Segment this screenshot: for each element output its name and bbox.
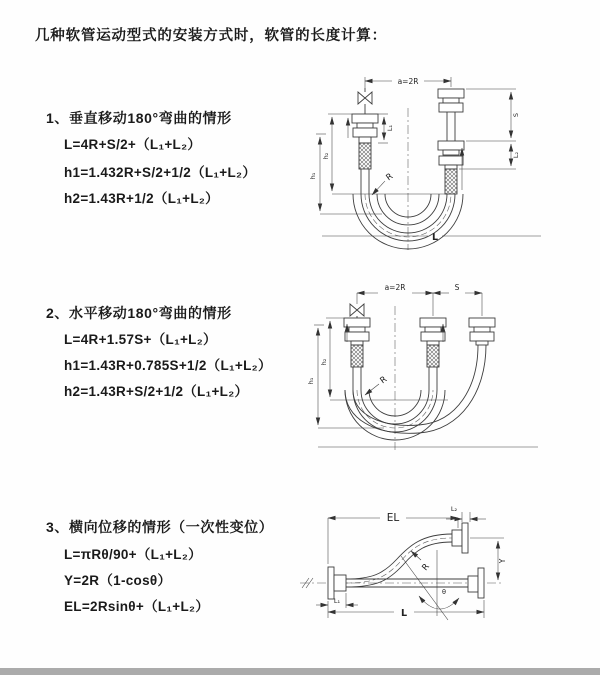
section-1-formula-h2: h2=1.43R+1/2（L₁+L₂）: [64, 191, 219, 206]
dim-s: [466, 89, 520, 141]
section-3-formula-L: L=πRθ/90+（L₁+L₂）: [64, 547, 202, 562]
scan-edge-shadow: [0, 668, 600, 675]
dim-l2: [446, 505, 486, 522]
dim-h2-label: h₂: [322, 152, 330, 160]
dim-l1-label: L₁: [333, 597, 341, 605]
dim-l1-label: L₁: [386, 124, 394, 132]
page-title: 几种软管运动型式的安装方式时，软管的长度计算：: [35, 28, 387, 44]
dim-l1: [316, 593, 358, 608]
middle-fitting: [420, 318, 446, 390]
length-label: L: [431, 232, 439, 243]
hose-u-bend: [353, 194, 463, 249]
section-1-formula-h1: h1=1.432R+S/2+1/2（L₁+L₂）: [64, 165, 257, 180]
dim-y: [470, 538, 507, 580]
dim-s-label: S: [454, 283, 460, 292]
section-1-heading: 1、垂直移动180°弯曲的情形: [46, 110, 232, 126]
dim-a2r-label: a=2R: [397, 77, 419, 86]
diagram-horizontal-180-bend: [306, 278, 598, 460]
dim-length: [322, 232, 541, 243]
section-1-formula-L: L=4R+S/2+（L₁+L₂）: [64, 137, 202, 152]
section-2-heading: 2、水平移动180°弯曲的情形: [46, 305, 232, 321]
valve-icon: [358, 88, 372, 114]
valve-icon: [350, 304, 364, 318]
angle-label: θ: [442, 588, 446, 596]
dim-l2: [459, 144, 520, 169]
right-fitting-moved: [469, 318, 495, 345]
radius-label: R: [384, 171, 396, 184]
dim-h2-label: h₂: [320, 358, 328, 366]
left-fitting: [344, 318, 370, 390]
dim-s-label: S: [512, 112, 520, 118]
section-2-formula-L: L=4R+1.57S+（L₁+L₂）: [64, 332, 217, 347]
dim-y-label: Y: [498, 558, 507, 564]
radius-label: R: [420, 561, 432, 573]
diagram-lateral-displacement: [298, 498, 598, 648]
radius-callout: [372, 172, 395, 195]
length-label: L: [400, 608, 408, 619]
radius-label: R: [378, 374, 390, 387]
upper-flange-moved: [452, 523, 468, 553]
dim-l2-label: L₂: [450, 505, 458, 513]
section-2-formula-h2: h2=1.43R+S/2+1/2（L₁+L₂）: [64, 384, 249, 399]
dim-l1: [378, 114, 394, 143]
left-flange: [328, 567, 346, 599]
dim-h1-label: h₁: [309, 172, 317, 180]
dim-l2-label: L₂: [512, 151, 520, 159]
right-flange-original: [468, 568, 484, 598]
dim-s: [433, 283, 482, 316]
section-2-formula-h1: h1=1.43R+0.785S+1/2（L₁+L₂）: [64, 358, 272, 373]
dim-a2r: [365, 77, 451, 88]
section-3-formula-EL: EL=2Rsinθ+（L₁+L₂）: [64, 599, 210, 614]
right-fitting-two-positions: [438, 89, 464, 194]
dim-a2r-label: a=2R: [384, 283, 406, 292]
left-fitting: [352, 114, 378, 194]
dim-el-label: EL: [386, 512, 400, 524]
dim-el: [328, 512, 458, 564]
radius-callout: [365, 375, 389, 395]
diagram-vertical-180-bend: [308, 64, 593, 256]
angle-construction: [401, 550, 459, 620]
dim-h1-label: h₁: [307, 377, 315, 385]
section-3-heading: 3、横向位移的情形（一次性变位）: [46, 519, 274, 535]
section-3-formula-Y: Y=2R（1-cosθ）: [64, 573, 172, 588]
dim-length: [328, 600, 484, 619]
